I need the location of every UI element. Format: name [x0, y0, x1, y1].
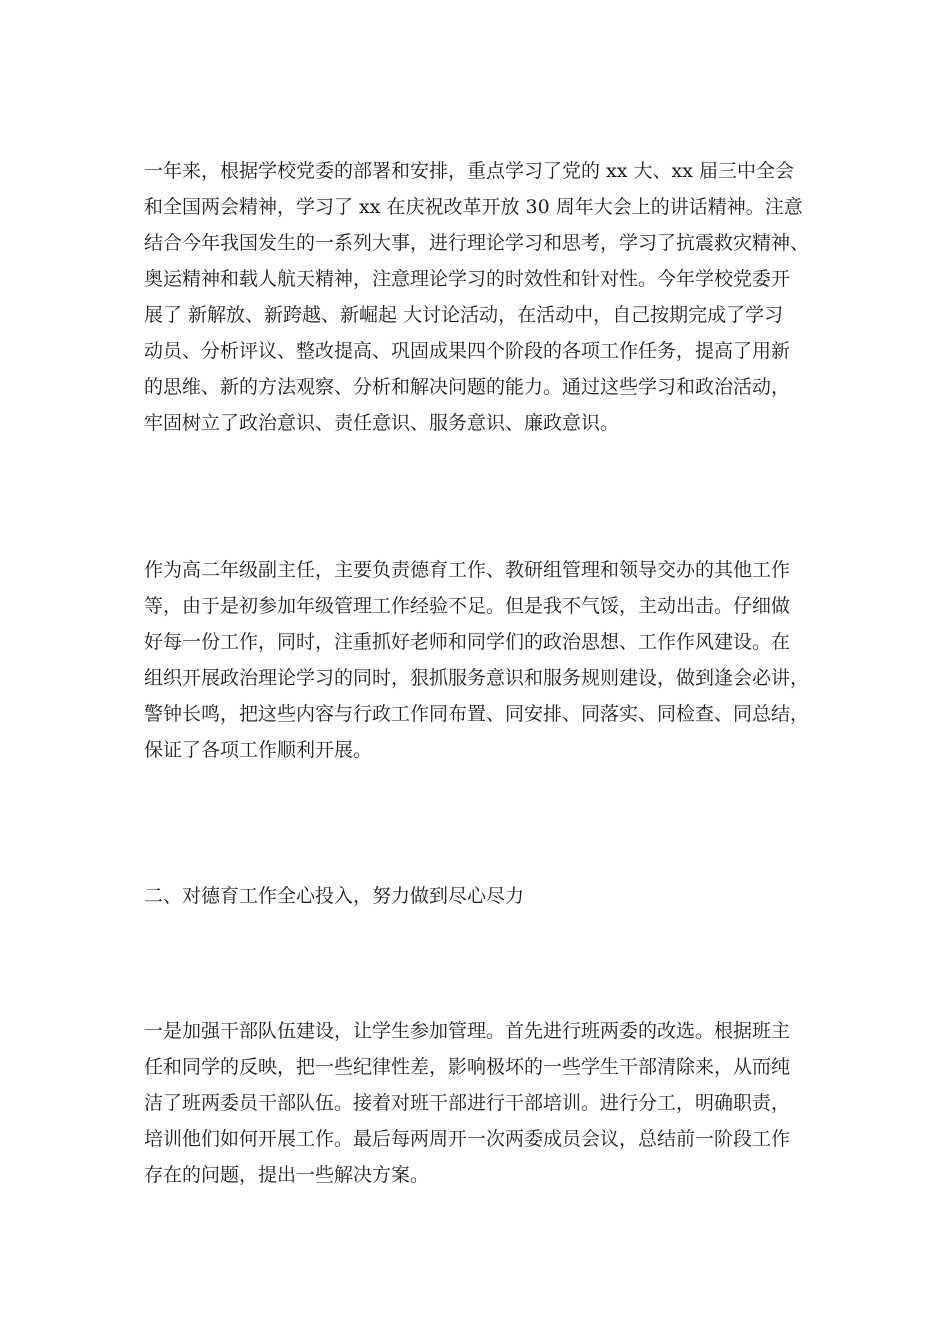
text-line: 一是加强干部队伍建设，让学生参加管理。首先进行班两委的改选。根据班主 [144, 1020, 791, 1042]
text-line: 的思维、新的方法观察、分析和解决问题的能力。通过这些学习和政治活动， [144, 376, 791, 398]
text-line: 作为高二年级副主任，主要负责德育工作、教研组管理和领导交办的其他工作 [144, 559, 791, 581]
text-line: 洁了班两委员干部队伍。接着对班干部进行干部培训。进行分工，明确职责， [144, 1092, 791, 1114]
section-heading [144, 878, 816, 914]
text-line: 和全国两会精神，学习了 xx 在庆祝改革开放 30 周年大会上的讲话精神。注意 [144, 196, 803, 218]
section-heading-text: 二、对德育工作全心投入，努力做到尽心尽力 [144, 885, 525, 907]
text-line: 培训他们如何开展工作。最后每两周开一次两委成员会议，总结前一阶段工作 [144, 1128, 791, 1150]
text-line: 奥运精神和载人航天精神，注意理论学习的时效性和针对性。今年学校党委开 [144, 268, 791, 290]
text-line: 动员、分析评议、整改提高、巩固成果四个阶段的各项工作任务，提高了用新 [144, 340, 791, 362]
text-line: 结合今年我国发生的一系列大事，进行理论学习和思考，学习了抗震救灾精神、 [144, 232, 810, 254]
text-line: 牢固树立了政治意识、责任意识、服务意识、廉政意识。 [144, 412, 620, 434]
text-line: 警钟长鸣，把这些内容与行政工作同布置、同安排、同落实、同检查、同总结， [144, 703, 810, 725]
text-line: 任和同学的反映，把一些纪律性差，影响极坏的一些学生干部清除来，从而纯 [144, 1056, 791, 1078]
text-line: 展了 新解放、新跨越、新崛起 大讨论活动，在活动中，自己按期完成了学习 [144, 304, 784, 326]
paragraph-cadre-team-building [144, 1013, 816, 1193]
paragraph-grade-director-duties [144, 552, 816, 768]
text-line: 保证了各项工作顺利开展。 [144, 739, 373, 761]
text-line: 好每一份工作，同时，注重抓好老师和同学们的政治思想、工作作风建设。在 [144, 631, 791, 653]
text-line: 一年来，根据学校党委的部署和安排，重点学习了党的 xx 大、xx 届三中全会 [144, 160, 794, 182]
text-line: 存在的问题，提出一些解决方案。 [144, 1164, 430, 1186]
text-line: 等，由于是初参加年级管理工作经验不足。但是我不气馁，主动出击。仔细做 [144, 595, 791, 617]
paragraph-political-study [144, 153, 816, 441]
text-line: 组织开展政治理论学习的同时，狠抓服务意识和服务规则建设，做到逢会必讲， [144, 667, 810, 689]
